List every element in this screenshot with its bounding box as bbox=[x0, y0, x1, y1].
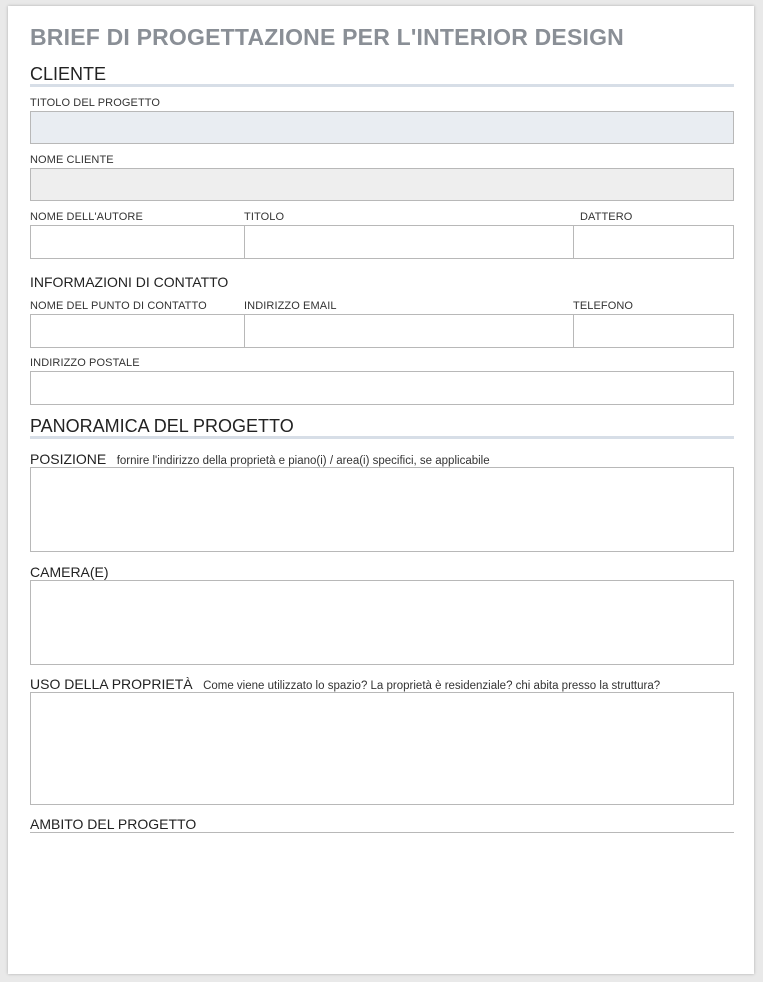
email-field[interactable] bbox=[245, 315, 574, 347]
client-section-heading: CLIENTE bbox=[30, 64, 107, 84]
date-label: DATTERO bbox=[580, 211, 633, 223]
contact-info-heading: INFORMAZIONI DI CONTATTO bbox=[30, 274, 229, 290]
author-title-field[interactable] bbox=[245, 226, 574, 258]
overview-section-heading: PANORAMICA DEL PROGETTO bbox=[30, 416, 294, 436]
postal-address-label: INDIRIZZO POSTALE bbox=[30, 357, 140, 369]
phone-label: TELEFONO bbox=[573, 300, 634, 312]
document-title: BRIEF DI PROGETTAZIONE PER L'INTERIOR DESIGN bbox=[30, 24, 624, 50]
scope-rule bbox=[30, 832, 734, 833]
client-name-label: NOME CLIENTE bbox=[30, 154, 114, 166]
rooms-label: CAMERA(E) bbox=[30, 564, 109, 580]
location-label: POSIZIONE bbox=[30, 451, 107, 467]
project-title-field[interactable] bbox=[30, 111, 734, 144]
location-hint: fornire l'indirizzo della proprietà e piano(i) / area(i) specifici, se applicabile bbox=[116, 455, 490, 467]
property-use-label: USO DELLA PROPRIETÀ bbox=[30, 676, 193, 692]
date-field[interactable] bbox=[574, 226, 733, 258]
project-title-label: TITOLO DEL PROGETTO bbox=[30, 97, 161, 109]
author-name-label: NOME DELL'AUTORE bbox=[30, 211, 143, 223]
postal-address-field[interactable] bbox=[30, 371, 734, 405]
rooms-field[interactable] bbox=[30, 580, 734, 665]
author-row bbox=[30, 225, 734, 259]
contact-row bbox=[30, 314, 734, 348]
document-page bbox=[8, 6, 754, 974]
property-use-hint: Come viene utilizzato lo spazio? La proprietà è residenziale? chi abita presso la struttura? bbox=[203, 680, 661, 692]
client-section-rule bbox=[30, 84, 734, 87]
overview-section-rule bbox=[30, 436, 734, 439]
author-title-label: TITOLO bbox=[244, 211, 285, 223]
contact-point-field[interactable] bbox=[31, 315, 245, 347]
phone-field[interactable] bbox=[574, 315, 733, 347]
email-label: INDIRIZZO EMAIL bbox=[244, 300, 337, 312]
contact-point-label: NOME DEL PUNTO DI CONTATTO bbox=[30, 300, 207, 312]
scope-label: AMBITO DEL PROGETTO bbox=[30, 816, 197, 832]
author-name-field[interactable] bbox=[31, 226, 245, 258]
location-field[interactable] bbox=[30, 467, 734, 552]
property-use-field[interactable] bbox=[30, 692, 734, 805]
client-name-field[interactable] bbox=[30, 168, 734, 201]
